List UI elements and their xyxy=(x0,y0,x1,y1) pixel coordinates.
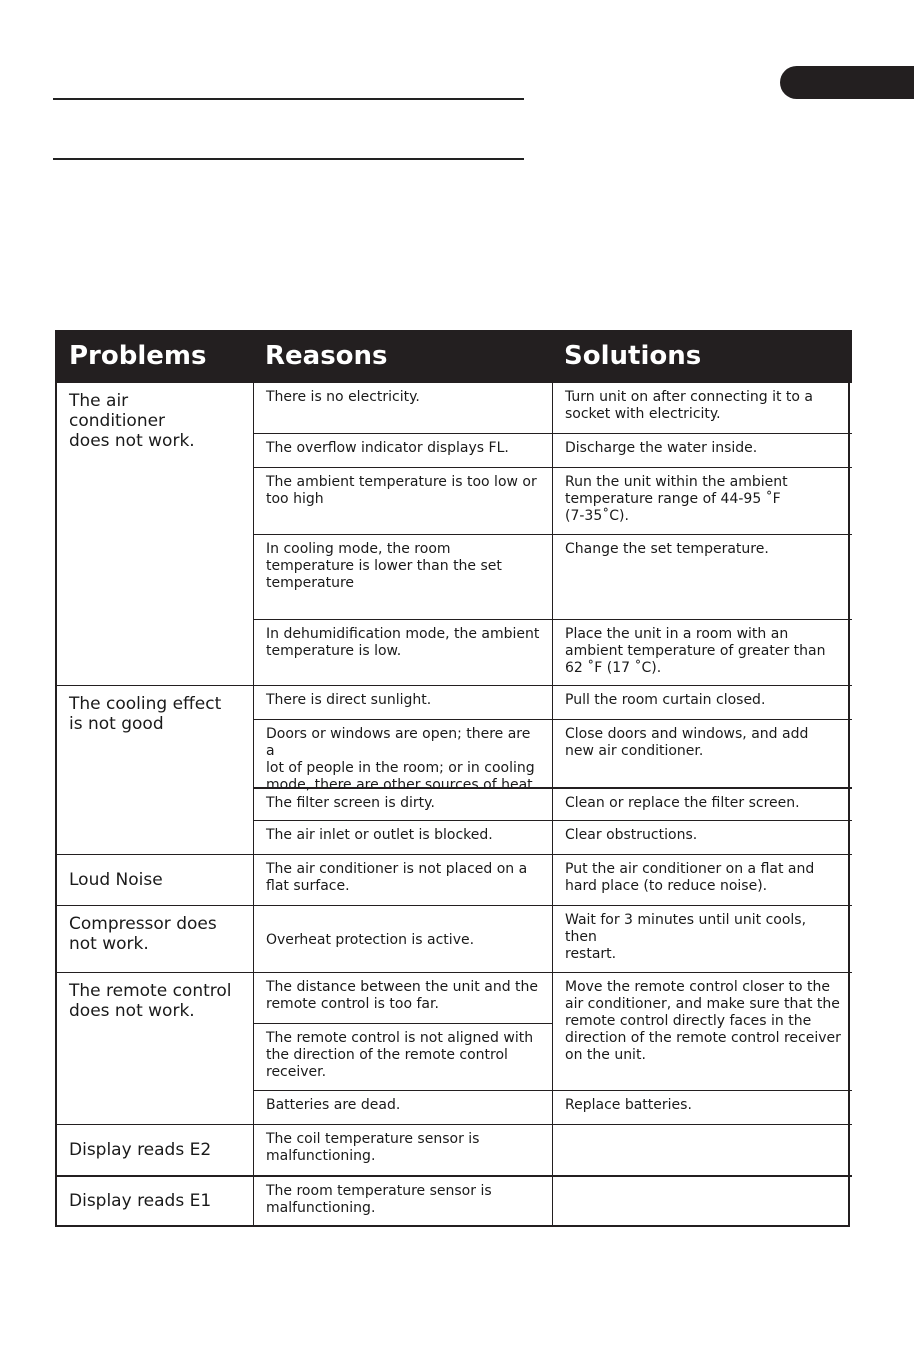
solution-cell: Clean or replace the filter screen. xyxy=(552,787,852,820)
header-problems: Problems xyxy=(57,330,253,382)
reason-cell: In dehumidification mode, the ambient temperature is low. xyxy=(253,619,552,685)
problem-compressor: Compressor does not work. xyxy=(57,905,253,972)
reason-cell: There is no electricity. xyxy=(253,382,552,433)
solution-cell: Pull the room curtain closed. xyxy=(552,685,852,719)
reason-cell: Overheat protection is active. xyxy=(253,905,552,972)
problem-remote-control: The remote control does not work. xyxy=(57,972,253,1124)
reason-cell: Doors or windows are open; there are a lot of people in the room; or in cooling mode, there are other sources of heat. xyxy=(253,719,552,787)
problem-display-e1: Display reads E1 xyxy=(57,1175,253,1225)
solution-cell: Turn unit on after connecting it to a socket with electricity. xyxy=(552,382,852,433)
problem-not-working: The air conditioner does not work. xyxy=(57,382,253,685)
reason-cell: The ambient temperature is too low or too high xyxy=(253,467,552,534)
solution-cell: Wait for 3 minutes until unit cools, then restart. xyxy=(552,905,852,972)
solution-cell: Move the remote control closer to the air conditioner, and make sure that the remote control directly faces in the direction of the remote control receiver on the unit. xyxy=(552,972,852,1090)
solution-cell: Close doors and windows, and add new air conditioner. xyxy=(552,719,852,787)
header-reasons: Reasons xyxy=(253,330,552,382)
page-section-tab xyxy=(780,66,914,99)
solution-cell: Change the set temperature. xyxy=(552,534,852,619)
solution-cell: Place the unit in a room with an ambient temperature of greater than 62 ˚F (17 ˚C). xyxy=(552,619,852,685)
reason-cell: Batteries are dead. xyxy=(253,1090,552,1124)
reason-cell: The air inlet or outlet is blocked. xyxy=(253,820,552,854)
solution-cell xyxy=(552,1175,852,1225)
problem-cooling-effect: The cooling effect is not good xyxy=(57,685,253,854)
title-rule-bottom xyxy=(53,158,524,160)
problem-display-e2: Display reads E2 xyxy=(57,1124,253,1175)
reason-cell: The remote control is not aligned with the direction of the remote control receiver. xyxy=(253,1023,552,1090)
troubleshooting-table xyxy=(55,330,850,1227)
solution-cell xyxy=(552,1124,852,1175)
reason-cell: The air conditioner is not placed on a flat surface. xyxy=(253,854,552,905)
reason-cell: There is direct sunlight. xyxy=(253,685,552,719)
reason-cell: The overflow indicator displays FL. xyxy=(253,433,552,467)
solution-cell: Replace batteries. xyxy=(552,1090,852,1124)
problem-loud-noise: Loud Noise xyxy=(57,854,253,905)
reason-cell: In cooling mode, the room temperature is lower than the set temperature xyxy=(253,534,552,619)
solution-cell: Clear obstructions. xyxy=(552,820,852,854)
reason-cell: The room temperature sensor is malfunctioning. xyxy=(253,1175,552,1225)
reason-cell: The coil temperature sensor is malfunctioning. xyxy=(253,1124,552,1175)
header-solutions: Solutions xyxy=(552,330,852,382)
solution-cell: Discharge the water inside. xyxy=(552,433,852,467)
solution-cell: Put the air conditioner on a flat and hard place (to reduce noise). xyxy=(552,854,852,905)
title-rule-top xyxy=(53,98,524,100)
reason-cell: The filter screen is dirty. xyxy=(253,787,552,820)
reason-cell: The distance between the unit and the remote control is too far. xyxy=(253,972,552,1023)
solution-cell: Run the unit within the ambient temperature range of 44-95 ˚F (7-35˚C). xyxy=(552,467,852,534)
